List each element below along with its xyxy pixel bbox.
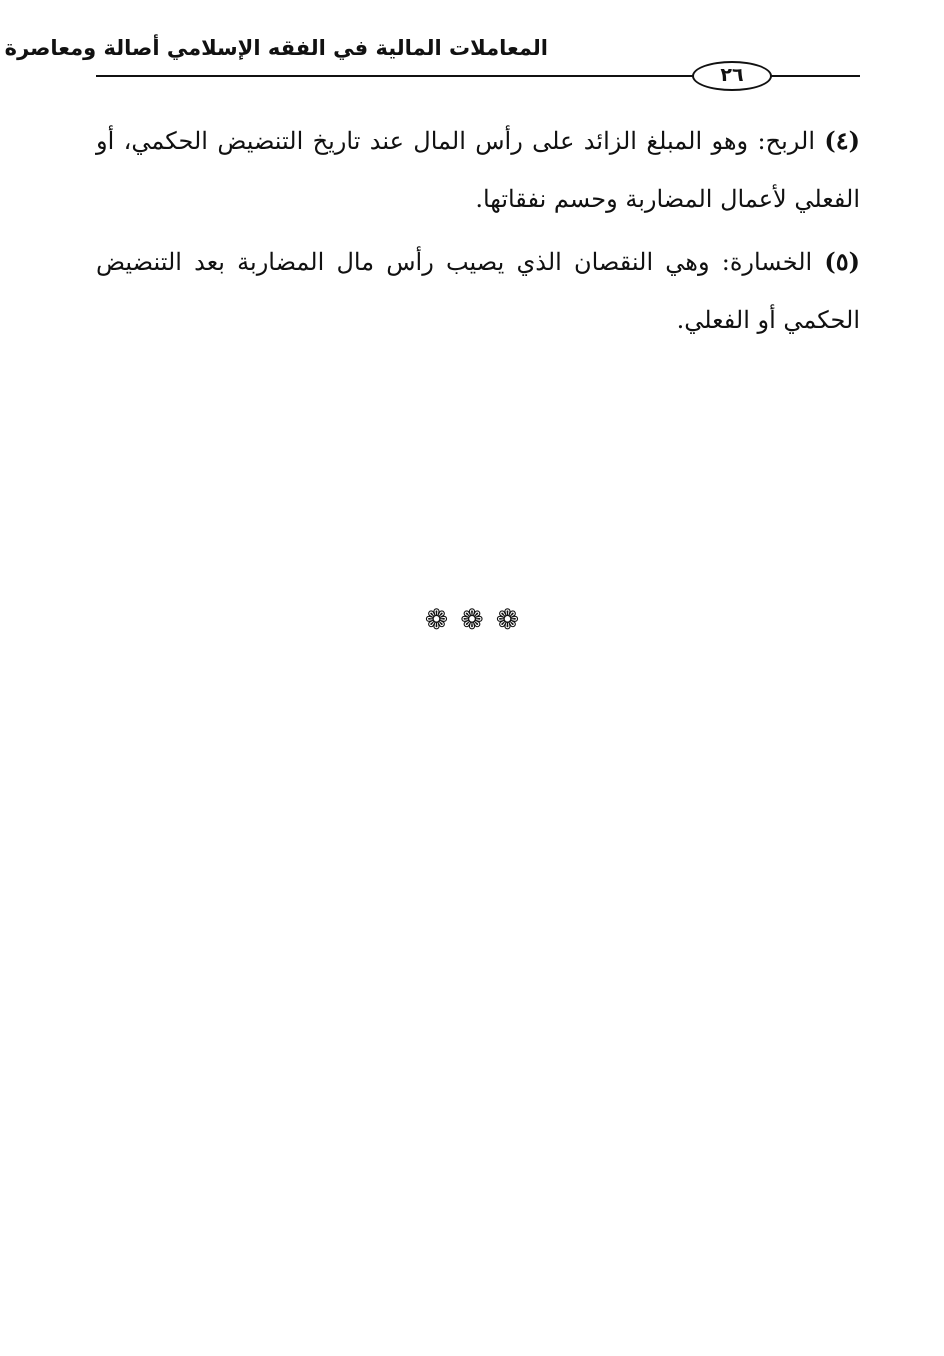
paragraph-number: (٥) — [824, 247, 860, 276]
flower-ornament-icon: ❁ — [424, 603, 449, 636]
definition-paragraph — [96, 112, 860, 228]
flower-ornament-icon: ❁ — [460, 603, 484, 636]
body-text — [96, 112, 860, 354]
definition-paragraph — [96, 233, 860, 349]
section-separator — [0, 600, 944, 640]
paragraph-number: (٤) — [824, 126, 860, 155]
definition-text: وهو المبلغ الزائد على رأس المال عند تاريخ التنضيض الحكمي، أو الفعلي لأعمال المضاربة وحسم نفقاتها. — [96, 127, 860, 213]
definition-text: وهي النقصان الذي يصيب رأس مال المضاربة بعد التنضيض الحكمي أو الفعلي. — [96, 248, 860, 334]
definition-term: الربح: — [757, 127, 816, 155]
definition-term: الخسارة: — [721, 248, 813, 276]
flower-ornament-icon: ❁ — [495, 603, 520, 636]
page-number: ٢٦ — [692, 61, 772, 91]
running-title: المعاملات المالية في الفقه الإسلامي أصالة ومعاصرة — [4, 36, 548, 60]
page-header — [4, 32, 860, 102]
